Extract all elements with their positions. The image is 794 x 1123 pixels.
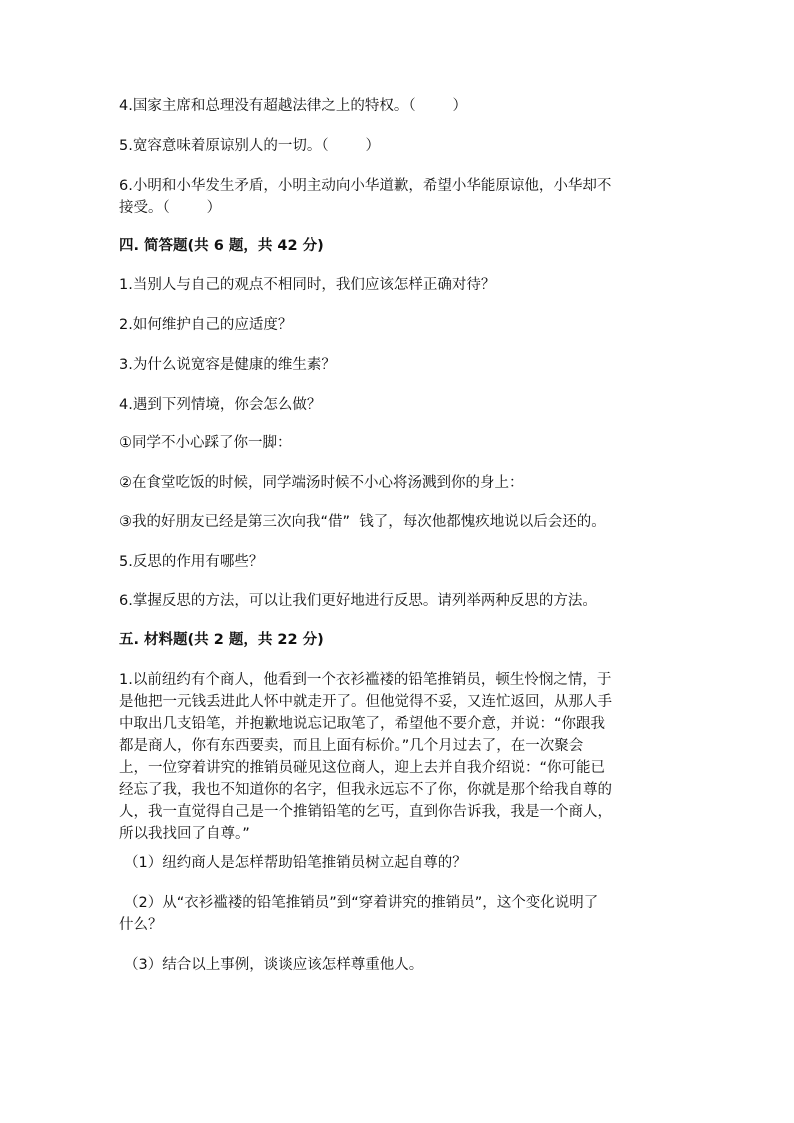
- short-answer-question: 4.遇到下列情境，你会怎么做？: [119, 397, 322, 413]
- short-answer-question: 3.为什么说宽容是健康的维生素？: [119, 357, 336, 373]
- judgment-item-6-line1: 6.小明和小华发生矛盾，小明主动向小华道歉，希望小华能原谅他，小华却不: [119, 178, 612, 194]
- scenario-item: ②在食堂吃饭的时候，同学端汤时候不小心将汤溅到你的身上：: [119, 475, 524, 491]
- scenario-item: ③我的好朋友已经是第三次向我“借” 钱了，每次他都愧疚地说以后会还的。: [119, 514, 606, 530]
- section-4-title: 四. 简答题(共 6 题，共 42 分): [119, 238, 324, 254]
- material-line: 是他把一元钱丢进此人怀中就走开了。但他觉得不妥，又连忙返回，从那人手: [119, 694, 612, 710]
- judgment-item-5: 5.宽容意味着原谅别人的一切。（ ）: [119, 138, 380, 154]
- section-5-title: 五. 材料题(共 2 题，共 22 分): [119, 632, 324, 648]
- scenario-item: ①同学不小心踩了你一脚：: [119, 435, 292, 451]
- material-sub-question: （3）结合以上事例，谈谈应该怎样尊重他人。: [124, 957, 424, 973]
- material-line: 都是商人，你有东西要卖，而且上面有标价。”几个月过去了，在一次聚会: [119, 738, 584, 754]
- material-line: 所以我找回了自尊。”: [119, 826, 250, 842]
- material-line: 人，我一直觉得自己是一个推销铅笔的乞丐，直到你告诉我，我是一个商人，: [119, 804, 612, 820]
- material-line: 经忘了我，我也不知道你的名字，但我永远忘不了你，你就是那个给我自尊的: [119, 782, 612, 798]
- judgment-item-6-line2: 接受。（ ）: [119, 200, 222, 216]
- short-answer-question: 5.反思的作用有哪些？: [119, 554, 264, 570]
- judgment-item-4: 4.国家主席和总理没有超越法律之上的特权。（ ）: [119, 98, 467, 114]
- material-line: 上，一位穿着讲究的推销员碰见这位商人，迎上去并自我介绍说：“你可能已: [119, 760, 606, 776]
- short-answer-question: 2.如何维护自己的应适度？: [119, 317, 293, 333]
- material-sub-question: （1）纽约商人是怎样帮助铅笔推销员树立起自尊的？: [124, 855, 467, 871]
- material-sub-question-cont: 什么？: [119, 917, 163, 933]
- short-answer-question: 1.当别人与自己的观点不相同时，我们应该怎样正确对待？: [119, 277, 496, 293]
- short-answer-question: 6.掌握反思的方法，可以让我们更好地进行反思。请列举两种反思的方法。: [119, 593, 597, 609]
- material-sub-question: （2）从“衣衫褴褛的铅笔推销员”到“穿着讲究的推销员”，这个变化说明了: [124, 895, 599, 911]
- material-line: 中取出几支铅笔，并抱歉地说忘记取笔了，希望他不要介意，并说：“你跟我: [119, 716, 606, 732]
- material-line: 1.以前纽约有个商人，他看到一个衣衫褴褛的铅笔推销员，顿生怜悯之情，于: [119, 672, 612, 688]
